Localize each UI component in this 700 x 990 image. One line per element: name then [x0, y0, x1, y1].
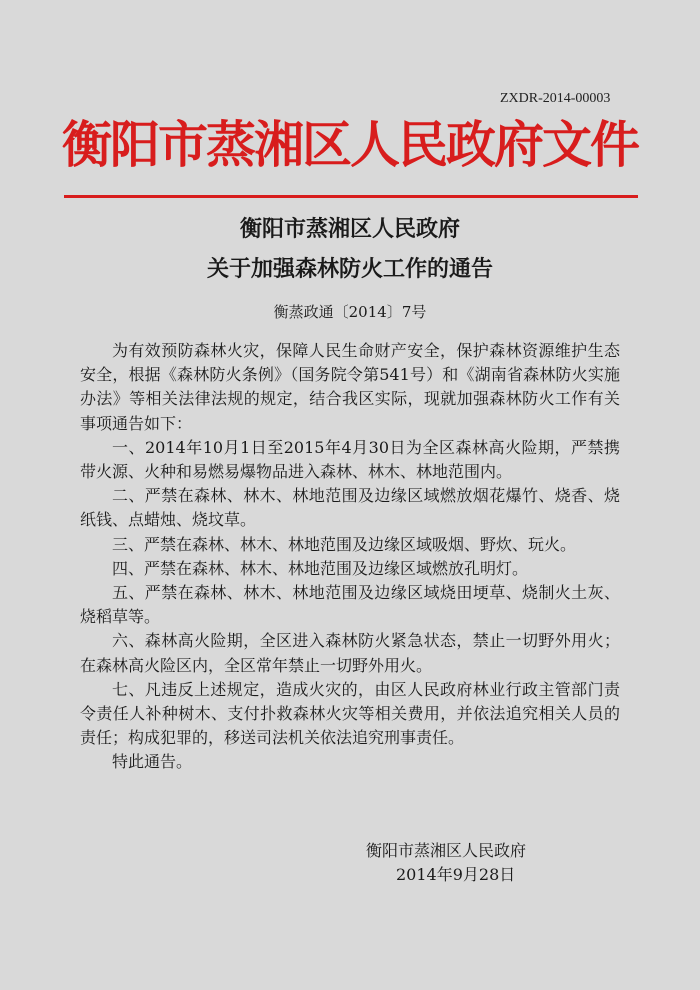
paragraph-item-4: 四、严禁在森林、林木、林地范围及边缘区域燃放孔明灯。 [112, 558, 529, 578]
red-divider-line [64, 195, 638, 198]
signature-organization: 衡阳市蒸湘区人民政府 [366, 841, 527, 860]
notice-title-line1: 衡阳市蒸湘区人民政府 [239, 217, 460, 242]
paragraph-item-7: 七、凡违反上述规定，造成火灾的，由区人民政府林业行政主管部门责令责任人补种树木、支付扑救森林火灾等相关费用，并依法追究相关人员的责任；构成犯罪的，移送司法机关依法追究刑事责任。 [80, 679, 620, 748]
masthead-title: 衡阳市蒸湘区人民政府文件 [62, 116, 638, 174]
document-number: 衡蒸政通〔2014〕7号 [273, 303, 427, 321]
notice-title-line2: 关于加强森林防火工作的通告 [206, 257, 493, 282]
paragraph-item-6: 六、森林高火险期，全区进入森林防火紧急状态，禁止一切野外用火；在森林高火险区内，全区常年禁止一切野外用火。 [80, 631, 620, 675]
paragraph-intro: 为有效预防森林火灾，保障人民生命财产安全，保护森林资源维护生态安全，根据《森林防火条例》（国务院令第541号）和《湖南省森林防火实施办法》等相关法律法规的规定，结合我区实际，现就加强森林防火工作有关事项通告如下： [80, 341, 620, 433]
paragraph-item-2: 二、严禁在森林、林木、林地范围及边缘区域燃放烟花爆竹、烧香、烧纸钱、点蜡烛、烧坟草。 [80, 486, 620, 530]
paragraph-item-5: 五、严禁在森林、林木、林地范围及边缘区域烧田埂草、烧制火土灰、烧稻草等。 [80, 583, 620, 627]
signature-date: 2014年9月28日 [396, 865, 516, 884]
paragraph-item-1: 一、2014年10月1日至2015年4月30日为全区森林高火险期，严禁携带火源、火种和易燃易爆物品进入森林、林木、林地范围内。 [80, 437, 620, 482]
paragraph-closing: 特此通告。 [112, 752, 193, 772]
paragraph-item-3: 三、严禁在森林、林木、林地范围及边缘区域吸烟、野炊、玩火。 [112, 534, 577, 554]
notice-body [80, 339, 620, 775]
document-code: ZXDR-2014-00003 [500, 91, 611, 106]
